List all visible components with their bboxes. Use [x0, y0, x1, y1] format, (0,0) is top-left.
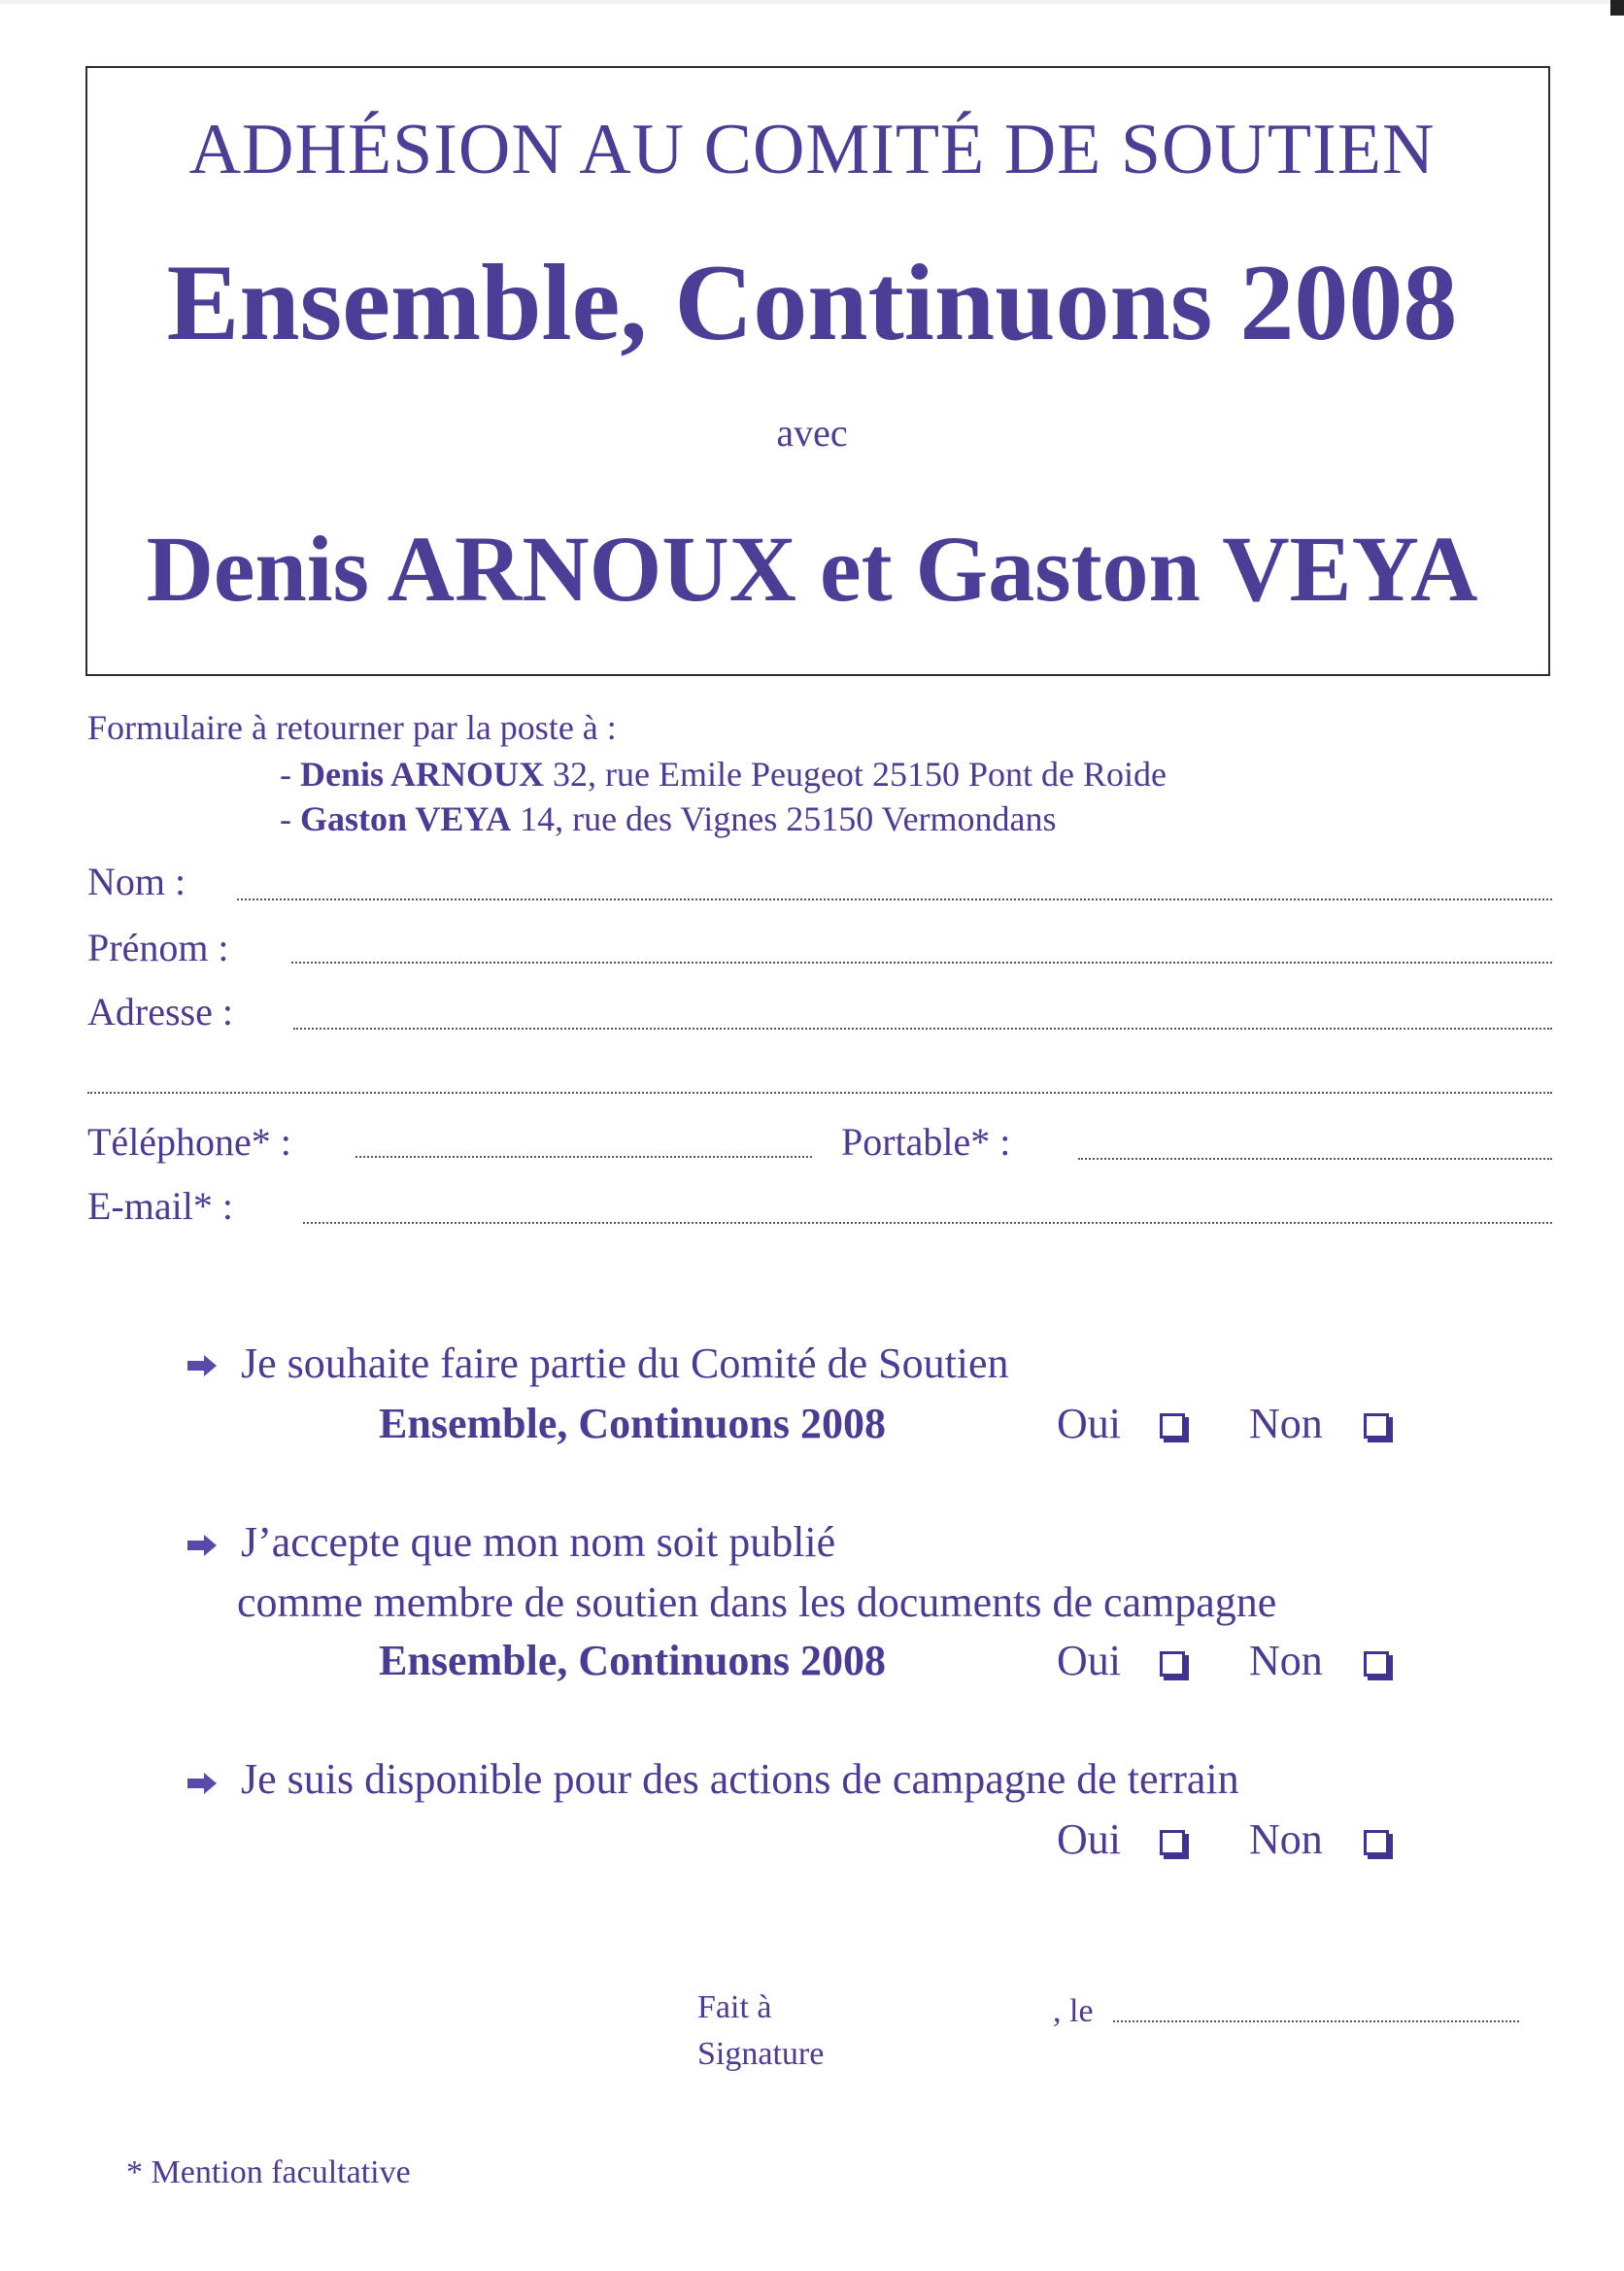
header-avec: avec [776, 411, 848, 455]
question-1-campaign: Ensemble, Continuons 2008 [379, 1400, 887, 1447]
adresse-label: Adresse : [87, 990, 233, 1034]
question-1-oui-checkbox[interactable] [1160, 1413, 1185, 1439]
mailing-address-2 [280, 798, 1057, 839]
question-2-oui-label: Oui [1057, 1637, 1121, 1684]
question-1-oui-label: Oui [1057, 1400, 1121, 1447]
telephone-label: Téléphone* : [87, 1120, 291, 1164]
question-2-non-checkbox[interactable] [1364, 1651, 1389, 1677]
question-2-text: J’accepte que mon nom soit publié [241, 1518, 836, 1566]
adresse-field[interactable] [293, 1028, 1552, 1030]
address-name: Gaston VEYA [300, 799, 512, 838]
nom-label: Nom : [87, 860, 186, 903]
scan-corner-mark [1610, 0, 1624, 16]
address-street: 32, rue Emile Peugeot 25150 Pont de Roide [544, 755, 1167, 794]
address-dash: - [280, 799, 300, 838]
header-title-line1: ADHÉSION AU COMITÉ DE SOUTIEN [188, 110, 1436, 189]
question-3-non-checkbox[interactable] [1364, 1830, 1389, 1855]
question-2-text-line2: comme membre de soutien dans les documents de campagne [237, 1578, 1277, 1626]
signature-label: Signature [697, 2036, 825, 2072]
address-street: 14, rue des Vignes 25150 Vermondans [511, 799, 1057, 838]
address-name: Denis ARNOUX [300, 755, 545, 794]
nom-field[interactable] [237, 898, 1552, 900]
question-1-text: Je souhaite faire partie du Comité de Soutien [241, 1339, 1009, 1387]
question-3-non-label: Non [1249, 1815, 1323, 1863]
adresse-field-line2[interactable] [87, 1092, 1552, 1094]
mailing-intro: Formulaire à retourner par la poste à : [87, 708, 617, 747]
prenom-label: Prénom : [87, 926, 229, 969]
portable-field[interactable] [1078, 1158, 1552, 1160]
portable-label: Portable* : [841, 1120, 1011, 1164]
arrow-right-icon [186, 1771, 218, 1796]
email-label: E-mail* : [87, 1184, 233, 1228]
question-3-oui-label: Oui [1057, 1815, 1121, 1863]
fait-a-label: Fait à [697, 1989, 772, 2025]
question-2-campaign: Ensemble, Continuons 2008 [379, 1637, 887, 1684]
question-3-oui-checkbox[interactable] [1160, 1830, 1185, 1855]
question-2-non-label: Non [1249, 1637, 1323, 1684]
telephone-field[interactable] [355, 1156, 812, 1158]
email-field[interactable] [303, 1222, 1552, 1224]
address-dash: - [280, 755, 300, 794]
question-1-non-checkbox[interactable] [1364, 1413, 1389, 1439]
question-3-text: Je suis disponible pour des actions de campagne de terrain [241, 1755, 1239, 1803]
arrow-right-icon [186, 1353, 218, 1378]
header-title-line2: Ensemble, Continuons 2008 [166, 243, 1458, 363]
header-names: Denis ARNOUX et Gaston VEYA [146, 517, 1478, 621]
mailing-address-1 [280, 754, 1167, 795]
optional-note: * Mention facultative [126, 2154, 411, 2190]
question-1-non-label: Non [1249, 1400, 1323, 1447]
date-field[interactable] [1113, 2020, 1519, 2022]
date-label: , le [1053, 1993, 1094, 2029]
arrow-right-icon [186, 1533, 218, 1558]
prenom-field[interactable] [291, 962, 1552, 964]
question-2-oui-checkbox[interactable] [1160, 1651, 1185, 1677]
scan-top-edge [0, 0, 1624, 4]
